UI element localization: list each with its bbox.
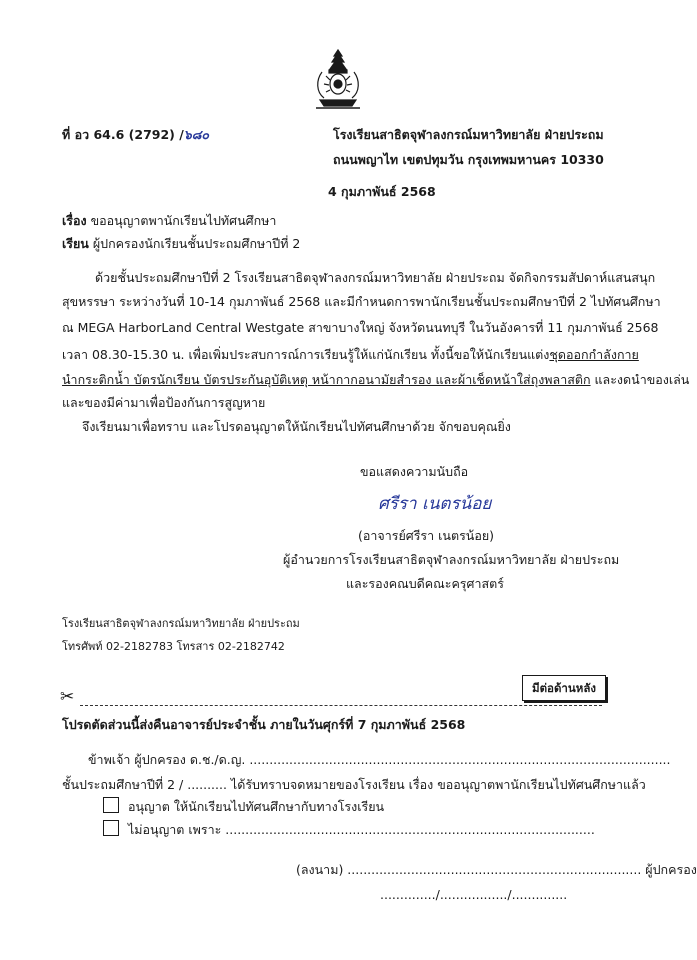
- school-address: ถนนพญาไท เขตปทุมวัน กรุงเทพมหานคร 10330: [333, 152, 604, 167]
- slip-parent-line: ข้าพเจ้า ผู้ปกครอง ด.ช./ด.ญ. ..........................................................................................................: [88, 752, 671, 767]
- body-line-1: ด้วยชั้นประถมศึกษาปีที่ 2 โรงเรียนสาธิตจุฬาลงกรณ์มหาวิทยาลัย ฝ่ายประถม จัดกิจกรรมสัปดาห์แสนสนุก: [95, 270, 656, 285]
- signatory-name: (อาจารย์ศรีรา เนตรน้อย): [358, 528, 495, 543]
- document-number: ที่ อว 64.6 (2792) /๖๘๐: [62, 127, 210, 142]
- body-paragraph-2: จึงเรียนมาเพื่อทราบ และโปรดอนุญาตให้นักเรียนไปทัศนศึกษาด้วย จักขอบคุณยิ่ง: [82, 419, 511, 434]
- regards: ขอแสดงความนับถือ: [360, 464, 469, 479]
- continued-on-back-box: มีต่อด้านหลัง: [522, 675, 606, 701]
- letter-date: 4 กุมภาพันธ์ 2568: [328, 184, 436, 199]
- body-line-6: และของมีค่ามาเพื่อป้องกันการสูญหาย: [62, 395, 266, 410]
- allow-option-label: อนุญาต ให้นักเรียนไปทัศนศึกษากับทางโรงเรียน: [128, 799, 385, 814]
- body-line-2: สุขหรรษา ระหว่างวันที่ 10-14 กุมภาพันธ์ 2568 และมีกำหนดการพานักเรียนชั้นประถมศึกษาปีที่ 2 ไปทัศนศึกษา: [62, 294, 661, 309]
- body-line-4: เวลา 08.30-15.30 น. เพื่อเพิ่มประสบการณ์การเรียนรู้ให้แก่นักเรียน ทั้งนี้ขอให้นักเรียนแต่งชุดออกกำลังกาย: [62, 347, 639, 362]
- signatory-position-1: ผู้อำนวยการโรงเรียนสาธิตจุฬาลงกรณ์มหาวิทยาลัย ฝ่ายประถม: [283, 552, 620, 567]
- school-name: โรงเรียนสาธิตจุฬาลงกรณ์มหาวิทยาลัย ฝ่ายประถม: [333, 127, 604, 142]
- signatory-position-2: และรองคณบดีคณะครุศาสตร์: [346, 576, 504, 591]
- footer-contact: โทรศัพท์ 02-2182783 โทรสาร 02-2182742: [62, 640, 285, 653]
- cut-line: [80, 705, 602, 706]
- slip-title: โปรดตัดส่วนนี้ส่งคืนอาจารย์ประจำชั้น ภายในวันศุกร์ที่ 7 กุมภาพันธ์ 2568: [62, 717, 466, 732]
- slip-date-line: ............../................./..............: [380, 887, 568, 902]
- subject-line: เรื่อง ขออนุญาตพานักเรียนไปทัศนศึกษา: [62, 213, 277, 228]
- parent-signature-line: (ลงนาม) .......................................................................... ผู้ปกครอง: [296, 862, 697, 877]
- deny-option-label: ไม่อนุญาต เพราะ .............................................................................................: [128, 822, 595, 837]
- school-emblem: [308, 46, 368, 114]
- signature: ศรีรา เนตรน้อย: [378, 494, 492, 514]
- handwritten-number: ๖๘๐: [183, 127, 210, 142]
- scissors-icon: ✂: [60, 687, 75, 707]
- deny-checkbox[interactable]: [103, 820, 119, 836]
- allow-checkbox[interactable]: [103, 797, 119, 813]
- slip-class-line: ชั้นประถมศึกษาปีที่ 2 / .......... ได้รับทราบจดหมายของโรงเรียน เรื่อง ขออนุญาตพานักเรียนไปทัศนศึกษาแล้ว: [62, 777, 646, 792]
- body-line-5: นำกระติกน้ำ บัตรนักเรียน บัตรประกันอุบัติเหตุ หน้ากากอนามัยสำรอง และผ้าเช็ดหน้าใส่ถุงพลาสติก และงดนำของเล่น: [62, 372, 690, 387]
- body-line-3: ณ MEGA HarborLand Central Westgate สาขาบางใหญ่ จังหวัดนนทบุรี ในวันอังคารที่ 11 กุมภาพันธ์ 2568: [62, 320, 659, 335]
- footer-school: โรงเรียนสาธิตจุฬาลงกรณ์มหาวิทยาลัย ฝ่ายประถม: [62, 617, 300, 630]
- recipient-line: เรียน ผู้ปกครองนักเรียนชั้นประถมศึกษาปีที่ 2: [62, 236, 301, 251]
